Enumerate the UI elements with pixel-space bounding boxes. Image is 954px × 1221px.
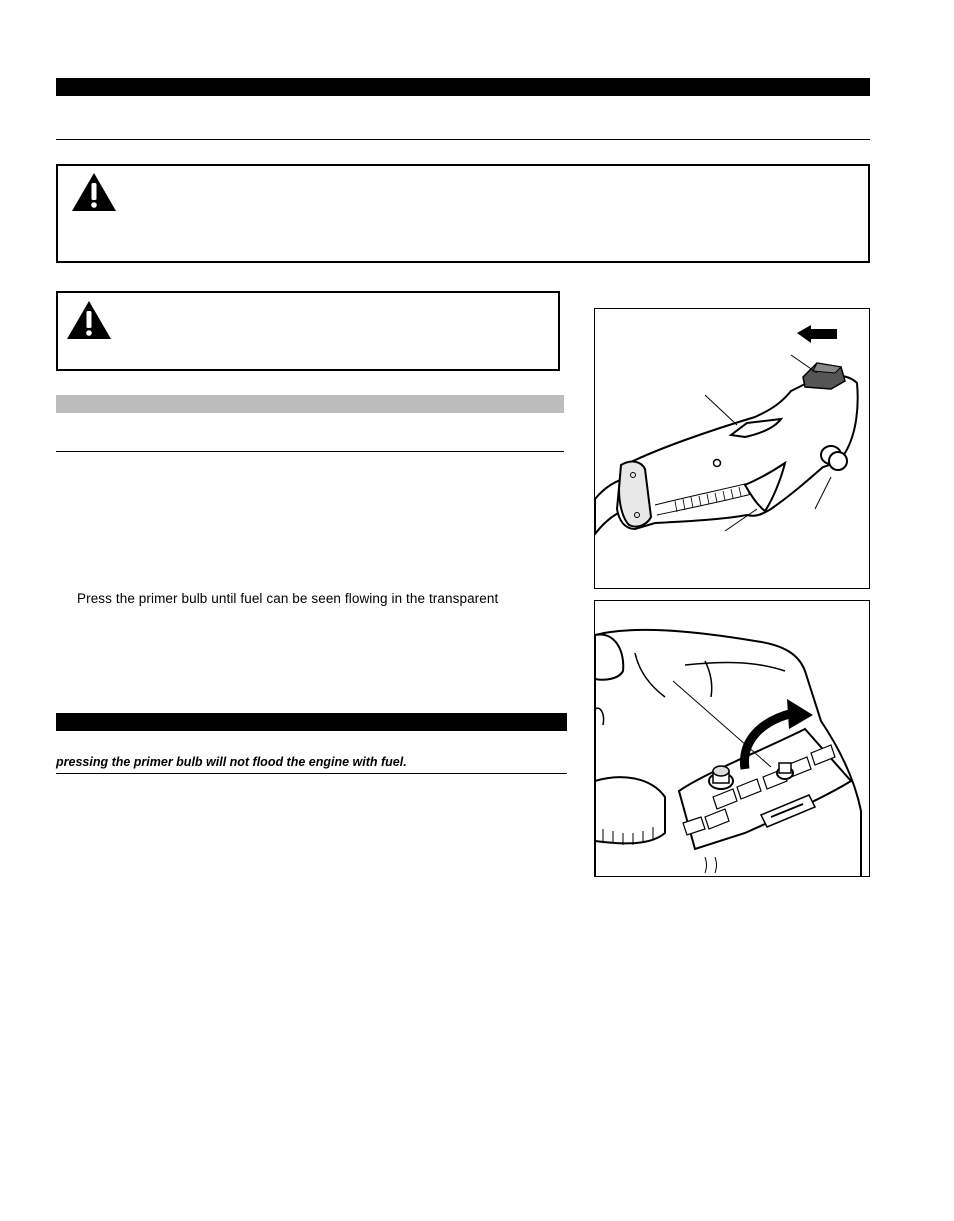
figure-handle (594, 308, 870, 589)
figure-engine-choke (594, 600, 870, 877)
section-heading-bar (56, 395, 564, 413)
warning-box-second (56, 291, 560, 371)
header-rule (56, 139, 870, 140)
note-header-bar (56, 713, 567, 731)
section-rule (56, 451, 564, 452)
handle-illustration (595, 309, 870, 589)
primer-instruction-text: Press the primer bulb until fuel can be seen flowing in the transparent (77, 591, 499, 606)
warning-triangle-icon (65, 299, 113, 341)
note-text: pressing the primer bulb will not flood the engine with fuel. (56, 755, 407, 769)
engine-illustration (595, 601, 870, 877)
warning-box-top (56, 164, 870, 263)
note-rule (56, 773, 567, 774)
header-bar (56, 78, 870, 96)
warning-triangle-icon (70, 171, 118, 213)
left-arrow-icon (797, 325, 837, 343)
